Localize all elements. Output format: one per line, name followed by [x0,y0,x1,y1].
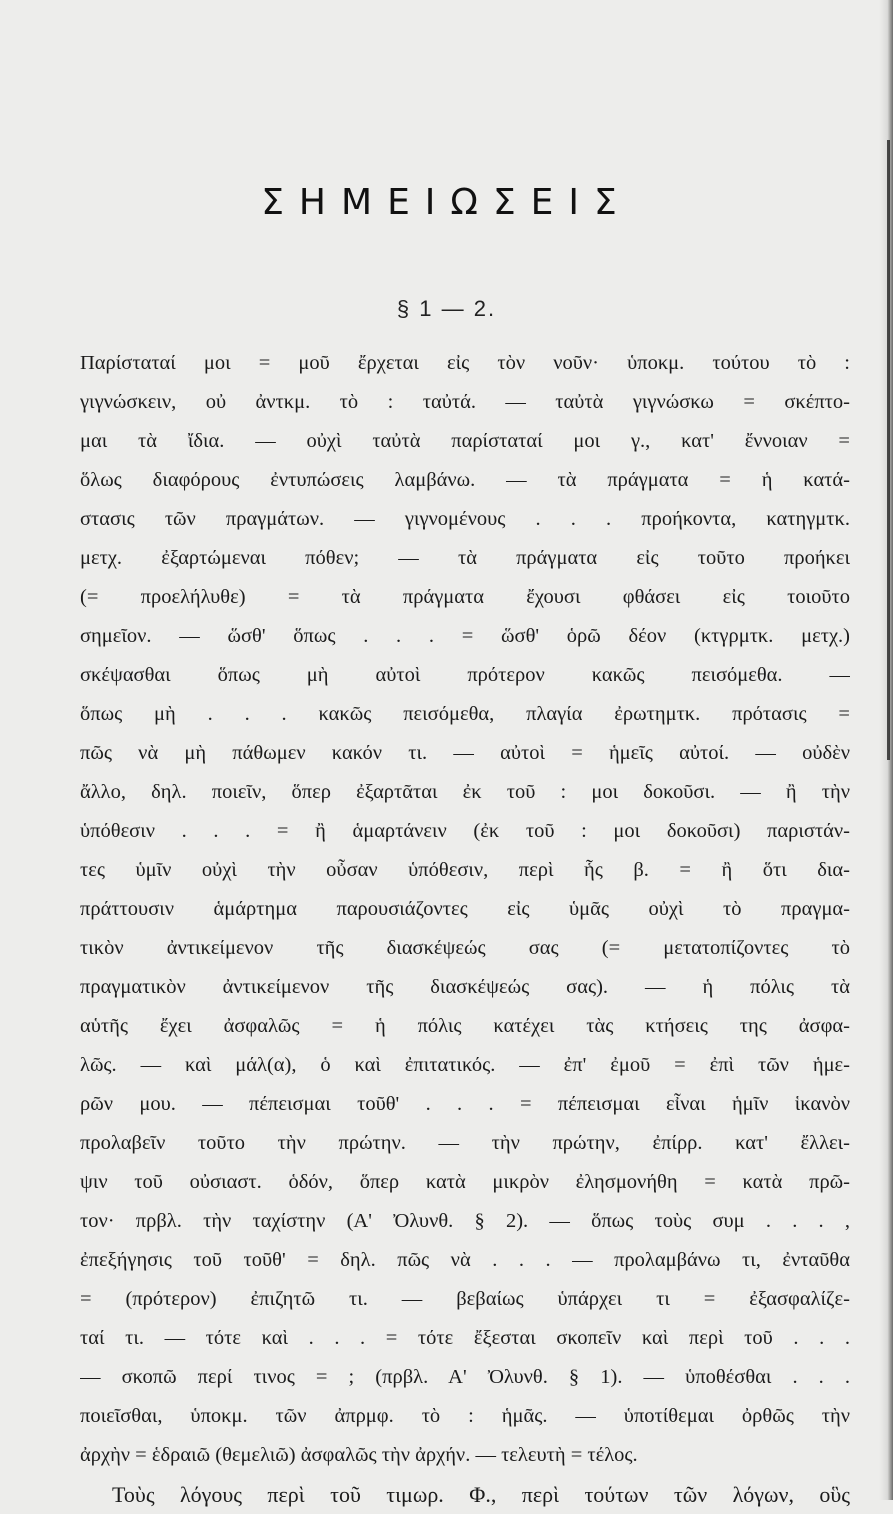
text-line: λῶς. — καὶ μάλ(α), ὁ καὶ ἐπιτατικός. — ἐπ' ἐμοῦ = ἐπὶ τῶν ἡμε- [80,1054,850,1076]
text-line: προλαβεῖν τοῦτο τὴν πρώτην. — τὴν πρώτην, ἐπίρρ. κατ' ἔλλει- [80,1132,850,1154]
text-line: ὅπως μὴ . . . κακῶς πεισόμεθα, πλαγία ἐρωτημτκ. πρότασις = [80,703,850,725]
text-line: γιγνώσκειν, οὐ ἀντκμ. τὸ : ταὐτά. — ταὐτὰ γιγνώσκω = σκέπτο- [80,391,850,413]
text-line: ταί τι. — τότε καὶ . . . = τότε ἔξεσται σκοπεῖν καὶ περὶ τοῦ . . . [80,1327,850,1349]
text-line: πράττουσιν ἁμάρτημα παρουσιάζοντες εἰς ὑμᾶς οὐχὶ τὸ πραγμα- [80,898,850,920]
text-line: μετχ. ἐξαρτώμεναι πόθεν; — τὰ πράγματα εἰς τοῦτο προήκει [80,547,850,569]
section-number: § 1 — 2. [396,296,497,321]
text-line: πραγματικὸν ἀντικείμενον τῆς διασκέψεώς σας). — ἡ πόλις τὰ [80,976,850,998]
text-line: ποιεῖσθαι, ὑποκμ. τῶν ἀπρμφ. τὸ : ἡμᾶς. — ὑποτίθεμαι ὀρθῶς τὴν [80,1405,850,1427]
page-heading: ΣΗΜΕΙΩΣΕΙΣ [261,182,632,223]
text-line: Παρίσταταί μοι = μοῦ ἔρχεται εἰς τὸν νοῦν· ὑποκμ. τούτου τὸ : [80,352,850,374]
text-line: = (πρότερον) ἐπιζητῶ τι. — βεβαίως ὑπάρχει τι = ἐξασφαλίζε- [80,1288,850,1310]
text-line: μαι τὰ ἴδια. — οὐχὶ ταὐτὰ παρίσταταί μοι γ., κατ' ἔννοιαν = [80,430,850,452]
page-binding-edge [887,140,890,760]
text-line: ὑπόθεσιν . . . = ἢ ἁμαρτάνειν (ἐκ τοῦ : μοι δοκοῦσι) παριστάν- [80,820,850,842]
text-line: τον· πρβλ. τὴν ταχίστην (Α' Ὀλυνθ. § 2). — ὅπως τοὺς συμ . . . , [80,1210,850,1232]
notes-body [80,344,850,1514]
text-line: τικὸν ἀντικείμενον τῆς διασκέψεώς σας (= μετατοπίζοντες τὸ [80,937,850,959]
page-spine-shadow [879,0,893,1500]
text-line: πῶς νὰ μὴ πάθωμεν κακόν τι. — αὐτοὶ = ἡμεῖς αὐτοί. — οὐδὲν [80,742,850,764]
text-line: στασις τῶν πραγμάτων. — γιγνομένους . . . προήκοντα, κατηγμτκ. [80,508,850,530]
text-line: ψιν τοῦ οὐσιαστ. ὁδόν, ὅπερ κατὰ μικρὸν ἐλησμονήθη = κατὰ πρῶ- [80,1171,850,1193]
text-line: ἀρχὴν = ἑδραιῶ (θεμελιῶ) ἀσφαλῶς τὴν ἀρχήν. — τελευτὴ = τέλος. [80,1444,638,1466]
text-line: ὅλως διαφόρους ἐντυπώσεις λαμβάνω. — τὰ πράγματα = ἡ κατά- [80,469,850,491]
text-line: αὑτῆς ἔχει ἀσφαλῶς = ἡ πόλις κατέχει τὰς κτήσεις της ἀσφα- [80,1015,850,1037]
text-line: σκέψασθαι ὅπως μὴ αὐτοὶ πρότερον κακῶς πεισόμεθα. — [80,664,850,686]
text-line: Τοὺς λόγους περὶ τοῦ τιμωρ. Φ., περὶ τούτων τῶν λόγων, οὓς [112,1482,850,1507]
text-line: ἄλλο, δηλ. ποιεῖν, ὅπερ ἐξαρτᾶται ἐκ τοῦ : μοι δοκοῦσι. — ἢ τὴν [80,781,850,803]
text-line: τες ὑμῖν οὐχὶ τὴν οὖσαν ὑπόθεσιν, περὶ ἧς β. = ἢ ὅτι δια- [80,859,850,881]
text-line: σημεῖον. — ὥσθ' ὅπως . . . = ὥσθ' ὁρῶ δέον (κτγρμτκ. μετχ.) [80,625,850,647]
text-line: ρῶν μου. — πέπεισμαι τοῦθ' . . . = πέπεισμαι εἶναι ἡμῖν ἱκανὸν [80,1093,850,1115]
text-line: — σκοπῶ περί τινος = ; (πρβλ. Α' Ὀλυνθ. § 1). — ὑποθέσθαι . . . [80,1366,850,1388]
text-line: (= προελήλυθε) = τὰ πράγματα ἔχουσι φθάσει εἰς τοιοῦτο [80,586,850,608]
text-line: ἐπεξήγησις τοῦ τοῦθ' = δηλ. πῶς νὰ . . . — προλαμβάνω τι, ἐνταῦθα [80,1249,850,1271]
